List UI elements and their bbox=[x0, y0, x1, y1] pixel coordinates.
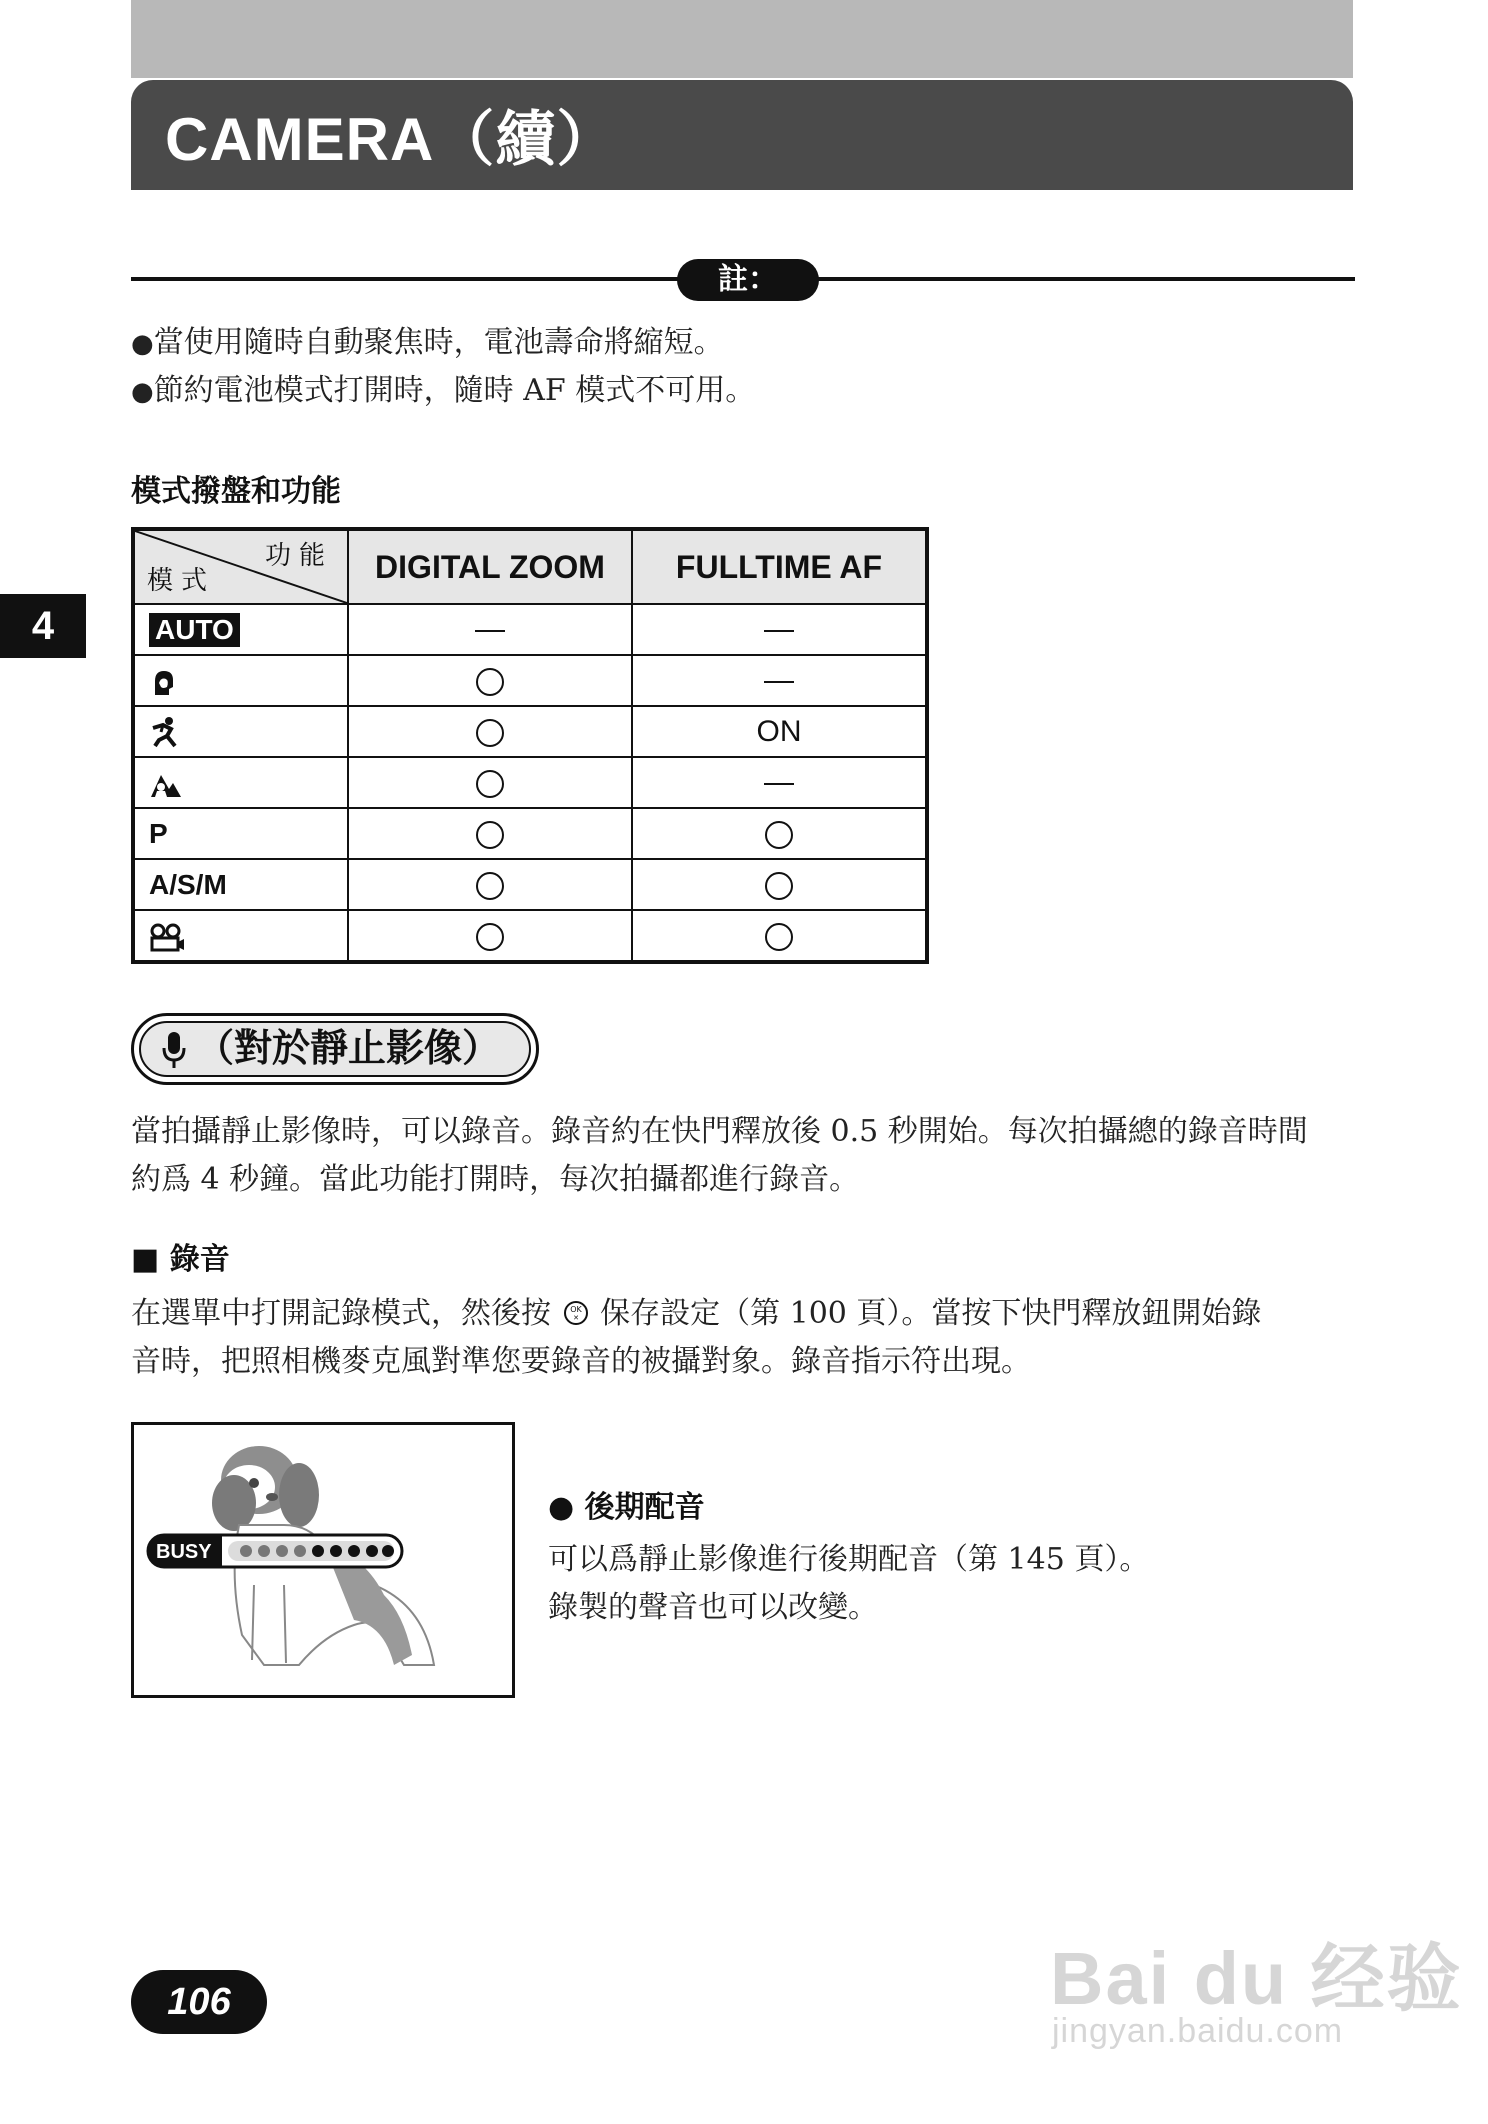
voice-intro-line-1: 當拍攝靜止影像時，可以錄音。錄音約在快門釋放後 0.5 秒開始。每次拍攝總的錄音時間 bbox=[131, 1114, 1308, 1149]
digital-zoom-cell bbox=[348, 859, 632, 910]
watermark-logo: Bai du 经验 bbox=[1050, 1937, 1463, 2020]
digital-zoom-cell bbox=[348, 706, 632, 757]
digital-zoom-cell bbox=[348, 808, 632, 859]
microphone-icon bbox=[162, 1030, 186, 1070]
fulltime-af-cell bbox=[632, 604, 927, 655]
corner-label-function: 功能 bbox=[264, 541, 333, 571]
progress-dots bbox=[240, 1545, 394, 1557]
mode-cell bbox=[133, 706, 348, 757]
fulltime-af-cell bbox=[632, 859, 927, 910]
corner-label-mode: 模式 bbox=[147, 566, 216, 596]
voice-intro-line-2: 約爲 4 秒鐘。當此功能打開時，每次拍攝都進行錄音。 bbox=[131, 1162, 860, 1197]
busy-label: BUSY bbox=[156, 1541, 212, 1563]
fulltime-af-cell: ON bbox=[632, 706, 927, 757]
header-top-band bbox=[131, 0, 1353, 78]
table-row bbox=[133, 859, 927, 910]
circle-mark bbox=[476, 668, 504, 696]
bullet-icon: ● bbox=[131, 377, 154, 407]
page-title: CAMERA（續） bbox=[165, 106, 618, 173]
table-row bbox=[133, 655, 927, 706]
digital-zoom-cell bbox=[348, 757, 632, 808]
auto-badge: AUTO bbox=[149, 613, 240, 647]
note-bullet-text: 節約電池模式打開時，隨時 AF 模式不可用。 bbox=[153, 373, 756, 408]
note-bullet-2 bbox=[131, 370, 755, 413]
landscape-portrait-icon bbox=[149, 769, 183, 799]
fulltime-af-cell bbox=[632, 910, 927, 962]
circle-mark bbox=[476, 770, 504, 798]
mode-cell: A/S/M bbox=[133, 859, 348, 910]
digital-zoom-cell bbox=[348, 655, 632, 706]
table-row bbox=[133, 604, 927, 655]
circle-mark bbox=[476, 872, 504, 900]
page-number: 106 bbox=[131, 1970, 267, 2034]
note-bullet-1 bbox=[131, 322, 724, 365]
voice-heading-title: （對於靜止影像） bbox=[196, 1026, 501, 1070]
mode-cell bbox=[133, 757, 348, 808]
after-record-line-2: 錄製的聲音也可以改變。 bbox=[548, 1590, 878, 1625]
fulltime-af-cell bbox=[632, 655, 927, 706]
record-line-1 bbox=[131, 1290, 1261, 1338]
sports-icon bbox=[149, 716, 181, 748]
dash-mark bbox=[475, 630, 505, 632]
circle-mark bbox=[765, 872, 793, 900]
corner-header bbox=[133, 529, 348, 604]
dog-illustration bbox=[134, 1425, 512, 1695]
record-line-2: 音時，把照相機麥克風對準您要錄音的被攝對象。錄音指示符出現。 bbox=[131, 1344, 1031, 1379]
column-header-fulltime-af: FULLTIME AF bbox=[632, 529, 927, 604]
table-row bbox=[133, 910, 927, 962]
portrait-icon bbox=[149, 667, 179, 697]
bullet-icon: ● bbox=[131, 329, 154, 359]
ok-button-icon bbox=[563, 1300, 589, 1326]
record-line-1-a: 在選單中打開記錄模式，然後按 bbox=[131, 1296, 551, 1331]
circle-mark bbox=[476, 821, 504, 849]
digital-zoom-cell bbox=[348, 910, 632, 962]
circle-mark bbox=[476, 923, 504, 951]
column-header-digital-zoom: DIGITAL ZOOM bbox=[348, 529, 632, 604]
fulltime-af-cell bbox=[632, 808, 927, 859]
note-label: 註： bbox=[677, 259, 819, 301]
dash-mark bbox=[764, 630, 794, 632]
dash-mark bbox=[764, 681, 794, 683]
after-record-line-1: 可以爲靜止影像進行後期配音（第 145 頁）。 bbox=[548, 1542, 1150, 1577]
dash-mark bbox=[764, 783, 794, 785]
mode-cell bbox=[133, 910, 348, 962]
fulltime-af-cell bbox=[632, 757, 927, 808]
svg-text:✕: ✕ bbox=[572, 1314, 579, 1322]
movie-icon bbox=[149, 922, 185, 952]
mode-cell bbox=[133, 655, 348, 706]
digital-zoom-cell bbox=[348, 604, 632, 655]
note-bullet-text: 當使用隨時自動聚焦時，電池壽命將縮短。 bbox=[153, 325, 724, 360]
circle-mark bbox=[476, 719, 504, 747]
after-record-heading: ● 後期配音 bbox=[548, 1490, 705, 1525]
chapter-tab: 4 bbox=[0, 594, 86, 658]
circle-mark bbox=[765, 923, 793, 951]
svg-text:OK: OK bbox=[569, 1305, 582, 1314]
table-heading: 模式撥盤和功能 bbox=[131, 474, 341, 509]
mode-function-table bbox=[131, 527, 929, 964]
watermark-url: jingyan.baidu.com bbox=[1052, 2012, 1344, 2050]
record-line-1-b: 保存設定（第 100 頁）。當按下快門釋放鈕開始錄 bbox=[600, 1296, 1262, 1331]
table-header-row bbox=[133, 529, 927, 604]
circle-mark bbox=[765, 821, 793, 849]
record-heading: ■ 錄音 bbox=[131, 1242, 230, 1277]
lcd-illustration bbox=[131, 1422, 515, 1698]
mode-cell bbox=[133, 604, 348, 655]
table-row bbox=[133, 706, 927, 757]
table-row bbox=[133, 808, 927, 859]
table-row bbox=[133, 757, 927, 808]
mode-cell: P bbox=[133, 808, 348, 859]
